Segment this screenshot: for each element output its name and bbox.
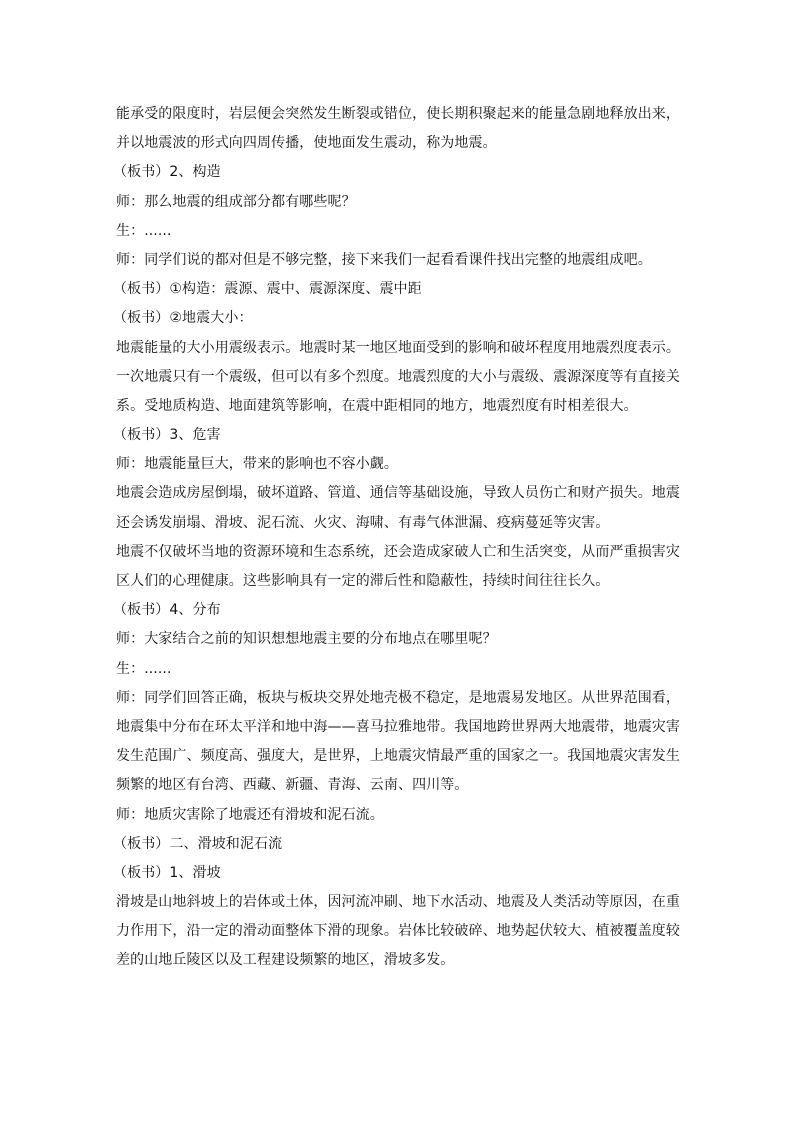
- text-line: 系。受地质构造、地面建筑等影响，在震中距相同的地方，地震烈度有时相差很大。: [116, 397, 638, 414]
- text-paragraph: [116, 334, 686, 422]
- text-line: 发生范围广、频度高、强度大，是世界，上地震灾情最严重的国家之一。我国地震灾害发生: [116, 748, 680, 765]
- text-paragraph: [116, 246, 686, 275]
- text-line: 师：那么地震的组成部分都有哪些呢？: [116, 193, 356, 210]
- text-paragraph: [116, 684, 686, 801]
- text-line: 师：同学们回答正确，板块与板块交界处地壳极不稳定，是地震易发地区。从世界范围看，: [116, 689, 680, 706]
- text-paragraph: [116, 479, 686, 537]
- text-line: 滑坡是山地斜坡上的岩体或土体，因河流冲刷、地下水活动、地震及人类活动等原因，在重: [116, 894, 680, 911]
- text-line: 师：地质灾害除了地震还有滑坡和泥石流。: [116, 806, 384, 823]
- text-line: 地震会造成房屋倒塌，破坏道路、管道、通信等基础设施，导致人员伤亡和财产损失。地震: [116, 485, 680, 502]
- text-line: 师：大家结合之前的知识想想地震主要的分布地点在哪里呢？: [116, 631, 497, 648]
- board-note-paragraph: [113, 596, 686, 625]
- text-line: （板书）2、构造: [113, 164, 221, 181]
- text-line: （板书）①构造：震源、震中、震源深度、震中距: [113, 281, 422, 298]
- board-note-paragraph: [113, 304, 686, 333]
- text-line: 地震不仅破坏当地的资源环境和生态系统，还会造成家破人亡和生活突变，从而严重损害灾: [116, 543, 680, 560]
- text-line: 生：......: [116, 660, 172, 677]
- document-page: [113, 100, 686, 976]
- text-paragraph: [116, 188, 686, 217]
- text-paragraph: [116, 888, 686, 976]
- text-line: （板书）4、分布: [113, 602, 221, 619]
- text-line: 地震集中分布在环太平洋和地中海——喜马拉雅地带。我国地跨世界两大地震带，地震灾害: [116, 718, 680, 735]
- text-line: 一次地震只有一个震级，但可以有多个烈度。地震烈度的大小与震级、震源深度等有直接关: [116, 368, 680, 385]
- text-line: 区人们的心理健康。这些影响具有一定的滞后性和隐蔽性，持续时间往往长久。: [116, 573, 610, 589]
- text-paragraph: [116, 100, 686, 158]
- text-line: 师：地震能量巨大，带来的影响也不容小觑。: [116, 456, 398, 473]
- board-note-paragraph: [113, 830, 686, 859]
- board-note-paragraph: [113, 421, 686, 450]
- text-line: 力作用下，沿一定的滑动面整体下滑的现象。岩体比较破碎、地势起伏较大、植被覆盖度较: [116, 923, 680, 940]
- text-line: 频繁的地区有台湾、西藏、新疆、青海、云南、四川等。: [116, 777, 469, 794]
- text-line: （板书）3、危害: [113, 427, 221, 444]
- board-note-paragraph: [113, 158, 686, 187]
- text-paragraph: [116, 450, 686, 479]
- text-line: 地震能量的大小用震级表示。地震时某一地区地面受到的影响和破坏程度用地震烈度表示。: [116, 339, 680, 356]
- text-paragraph: [116, 538, 686, 596]
- text-paragraph: [116, 801, 686, 830]
- text-paragraph: [116, 655, 686, 684]
- text-paragraph: [116, 217, 686, 246]
- text-line: （板书）②地震大小：: [113, 310, 253, 327]
- text-line: （板书）1、滑坡: [113, 864, 221, 881]
- board-note-paragraph: [113, 859, 686, 888]
- text-line: 师：同学们说的都对但是不够完整，接下来我们一起看看课件找出完整的地震组成吧。: [116, 251, 652, 268]
- text-line: 能承受的限度时，岩层便会突然发生断裂或错位，使长期积聚起来的能量急剧地释放出来，: [116, 106, 680, 122]
- text-line: 并以地震波的形式向四周传播，使地面发生震动，称为地震。: [116, 135, 497, 152]
- text-line: 还会诱发崩塌、滑坡、泥石流、火灾、海啸、有毒气体泄漏、疫病蔓延等灾害。: [116, 514, 610, 531]
- text-line: 差的山地丘陵区以及工程建设频繁的地区，滑坡多发。: [116, 952, 455, 969]
- text-paragraph: [116, 625, 686, 654]
- board-note-paragraph: [113, 275, 686, 304]
- text-line: （板书）二、滑坡和泥石流: [113, 835, 283, 852]
- text-line: 生：......: [116, 222, 172, 239]
